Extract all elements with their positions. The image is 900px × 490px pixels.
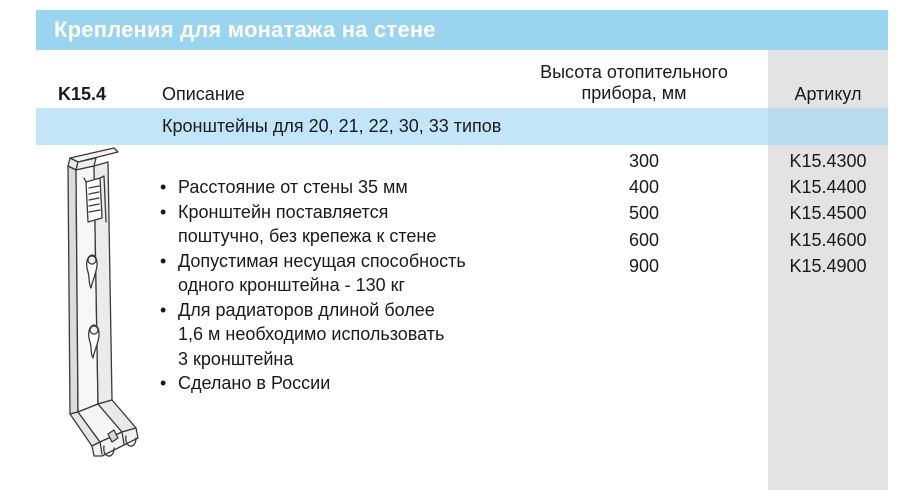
height-value: 900 (628, 255, 660, 276)
subheader-text: Кронштейны для 20, 21, 22, 30, 33 типов (162, 116, 502, 136)
article-value: K15.4600 (789, 229, 867, 250)
bullet-list (160, 175, 520, 396)
bullet-line: Сделано в России (178, 373, 331, 393)
bullet-dot: • (160, 299, 167, 320)
bullet-dot: • (160, 250, 167, 271)
height-header-line2: прибора, мм (581, 83, 687, 103)
height-value: 300 (628, 151, 660, 171)
article-value: K15.4500 (789, 203, 867, 224)
bullet-item (160, 371, 520, 396)
bullet-item (160, 175, 520, 200)
subheader-bar (36, 108, 888, 145)
bullet-item (160, 200, 520, 249)
bracket-image (48, 142, 158, 472)
bullet-item (160, 249, 520, 298)
height-values (600, 148, 688, 279)
subheader-article-cell (768, 108, 888, 145)
article-value: K15.4300 (789, 151, 867, 171)
description-header: Описание (162, 84, 245, 104)
bullet-line: поштучно, без крепежа к стене (178, 226, 437, 246)
bullet-item (160, 298, 520, 372)
bullet-line: Допустимая несущая способность (178, 250, 466, 271)
height-value: 400 (628, 177, 660, 198)
page-title: Крепления для монатажа на стене (54, 17, 436, 42)
bullet-line: одного кронштейна - 130 кг (178, 275, 406, 295)
bullet-line: 3 кронштейна (178, 348, 294, 369)
article-values (768, 148, 888, 279)
article-header: Артикул (794, 84, 862, 104)
article-value: K15.4900 (789, 255, 867, 276)
bullet-dot: • (160, 201, 167, 222)
height-value: 600 (628, 229, 660, 250)
product-code: K15.4 (58, 84, 107, 104)
bullet-line: Для радиаторов длиной более (178, 299, 435, 320)
bullet-dot: • (160, 373, 167, 393)
article-value: K15.4400 (789, 177, 867, 198)
bullet-line: Расстояние от стены 35 мм (178, 177, 408, 197)
bullet-line: 1,6 м необходимо использовать (178, 324, 445, 344)
bullet-dot: • (160, 177, 167, 197)
height-header-line1: Высота отопительного (540, 62, 728, 82)
title-bar (36, 10, 888, 50)
height-value: 500 (628, 203, 660, 224)
bullet-line: Кронштейн поставляется (178, 201, 389, 222)
height-header (500, 62, 768, 104)
